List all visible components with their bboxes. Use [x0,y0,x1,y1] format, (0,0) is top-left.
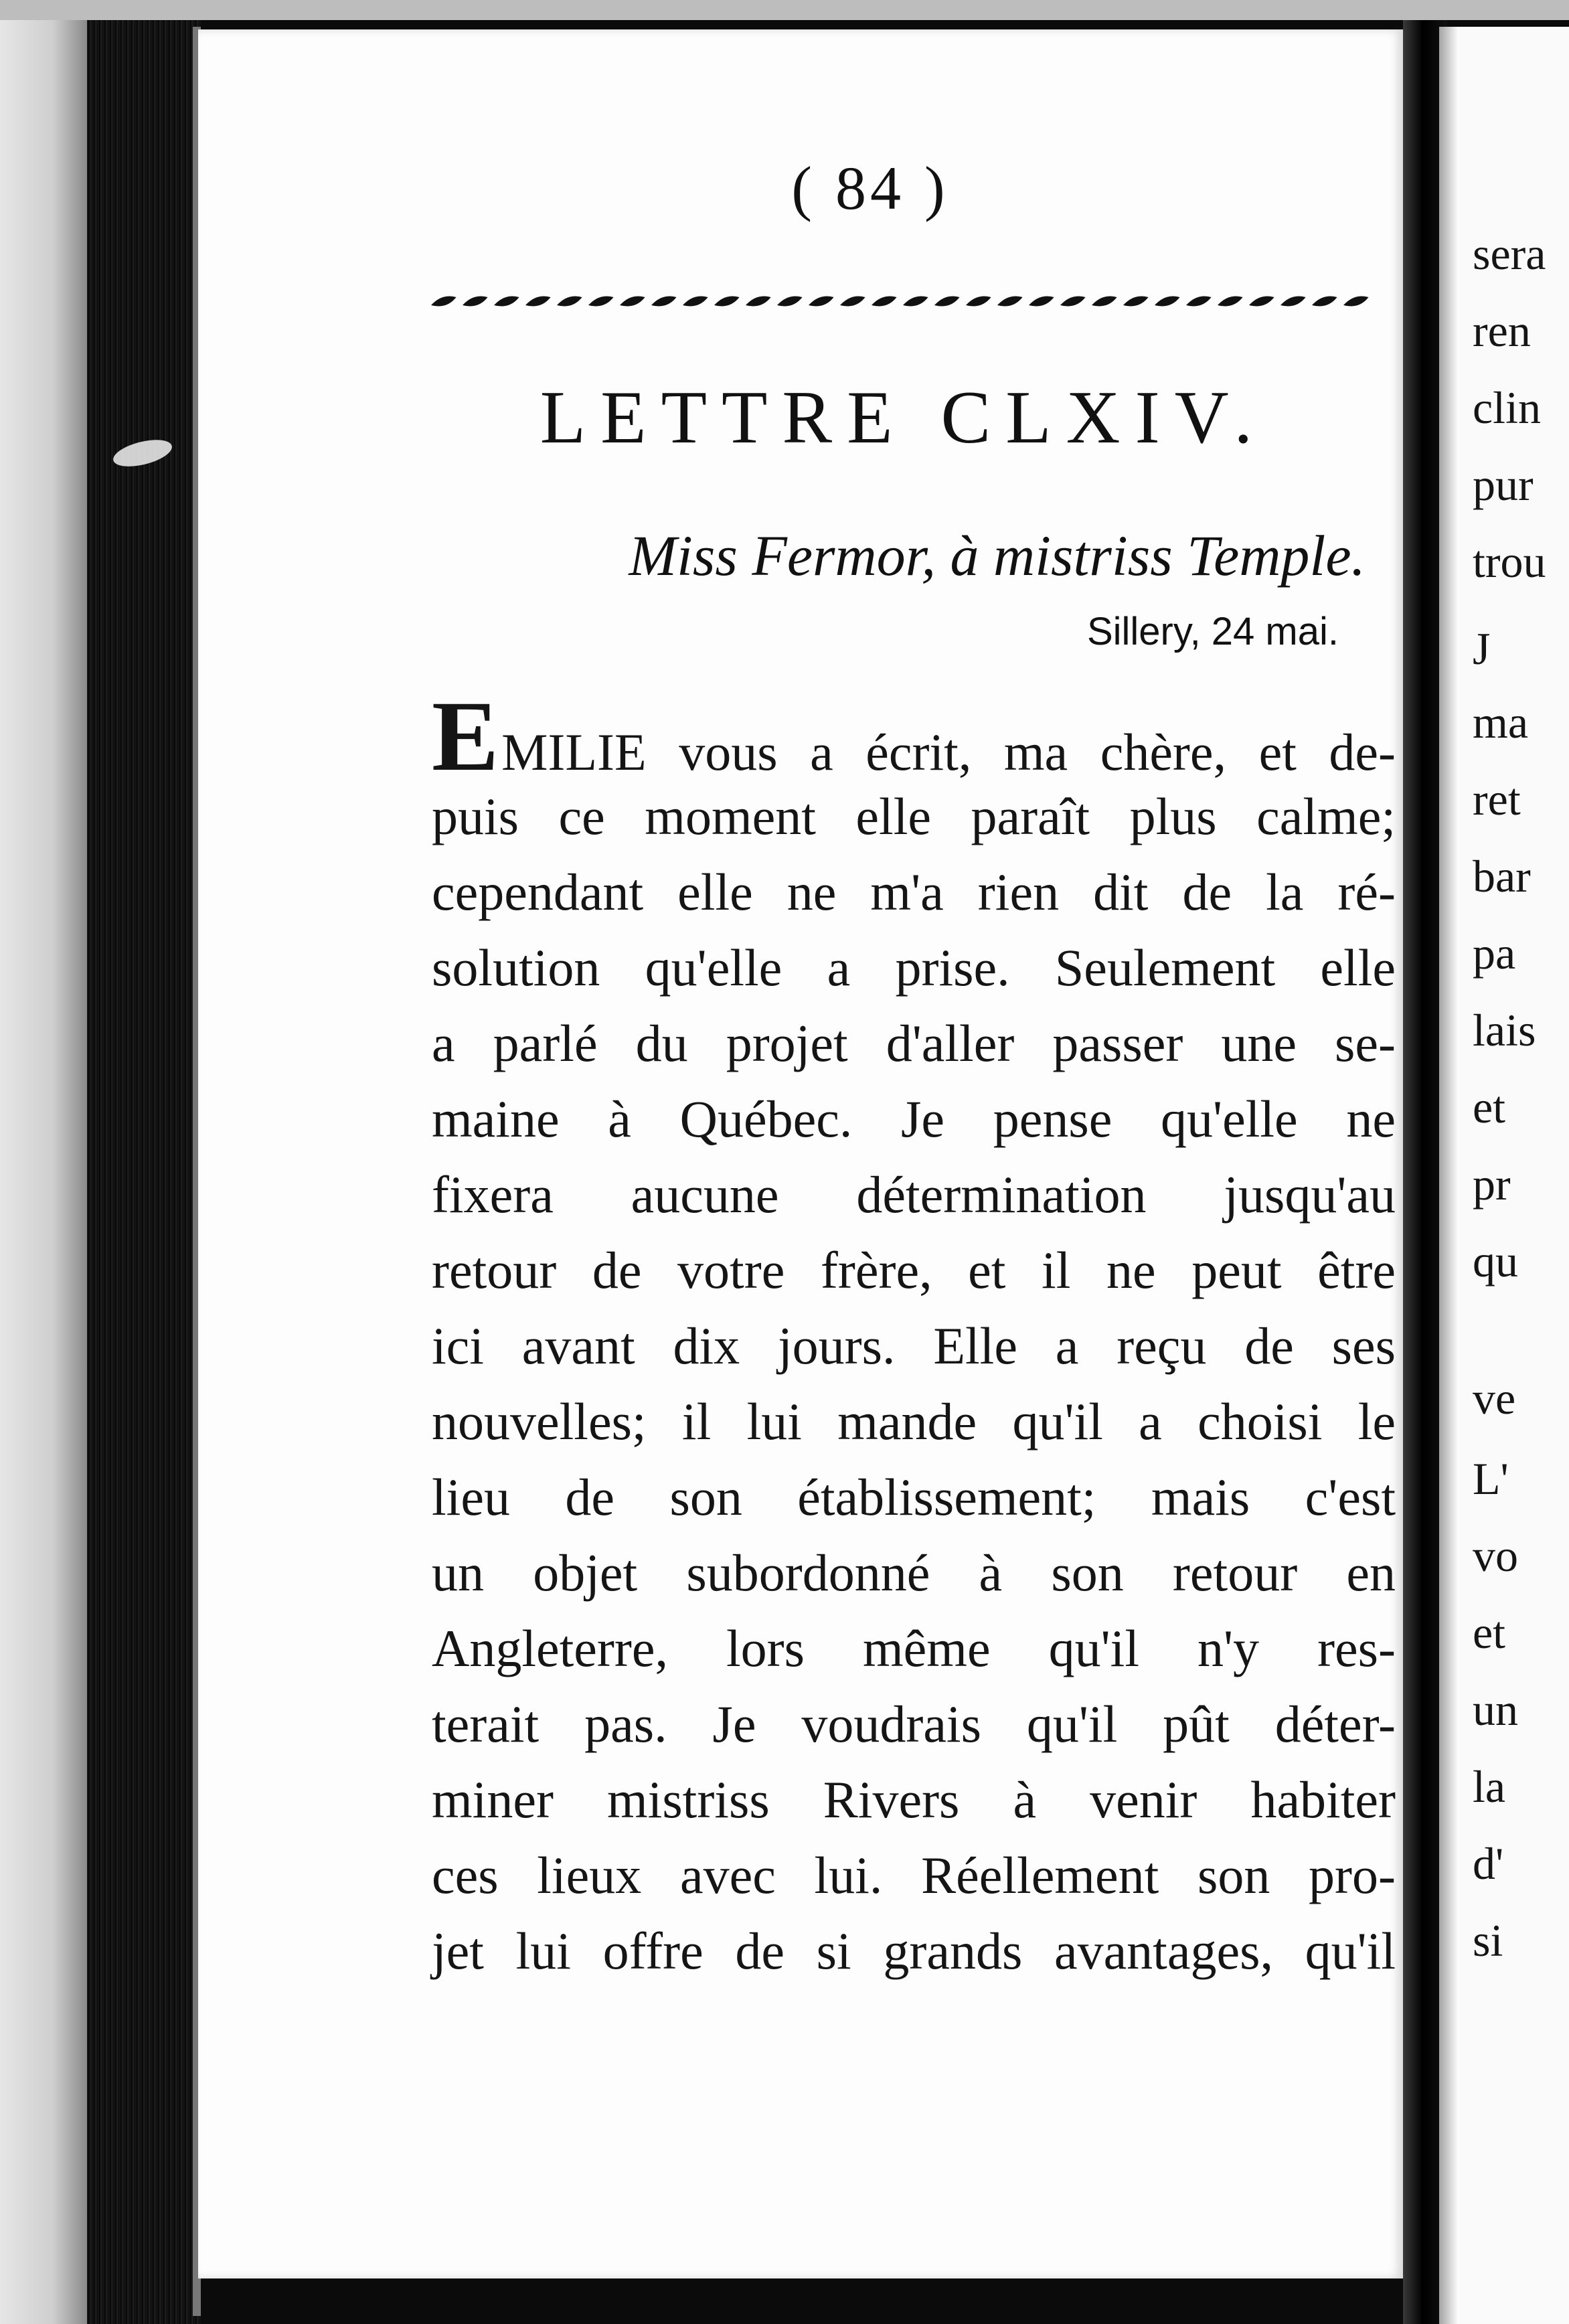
ornament-mark [1186,297,1212,307]
ornament-mark [1218,297,1243,307]
ornament-mark [1312,297,1337,307]
facing-page-fragment: vo [1473,1530,1518,1581]
ornament-mark [1281,297,1306,307]
body-line-5: a parlé du projet d'aller passer une se- [432,1014,1396,1072]
letter-body [432,681,1396,1989]
letter-dateline: Sillery, 24 mai. [1086,610,1339,653]
body-line-10: nouvelles; il lui mande qu'il a choisi le [432,1392,1396,1450]
facing-page-fragment: pr [1473,1159,1511,1210]
letter-title: LETTRE CLXIV. [540,376,1268,459]
ornament-mark [651,297,677,307]
ornament-mark [463,297,488,307]
body-line-12: un objet subordonné à son retour en [432,1544,1396,1602]
facing-page-fragment: ren [1473,305,1531,356]
drop-cap-word-rest: MILIE [501,723,647,781]
ornament-mark [557,297,582,307]
facing-page-fragment: si [1473,1915,1503,1966]
body-line-13: Angleterre, lors même qu'il n'y res- [432,1619,1396,1677]
facing-page-fragment: la [1473,1761,1506,1812]
ornament-mark [872,297,897,307]
ornament-mark [777,297,803,307]
ornament-mark [1092,297,1117,307]
ornament-mark [1155,297,1180,307]
body-line-4: solution qu'elle a prise. Seulement elle [432,938,1396,997]
facing-page-fragment: trou [1473,536,1546,587]
ornament-mark [714,297,740,307]
facing-page-fragment: d' [1473,1838,1504,1889]
facing-page-fragment: bar [1473,851,1531,902]
body-line-9: ici avant dix jours. Elle a reçu de ses [432,1317,1396,1375]
ornament-mark [494,297,519,307]
body-line-1 [432,681,1396,792]
facing-page-fragment: qu [1473,1236,1518,1286]
page-number: ( 84 ) [791,154,949,222]
ornament-mark [934,297,960,307]
letter-salutation: Miss Fermor, à mistriss Temple. [629,523,1366,588]
facing-page-fragment: et [1473,1082,1506,1133]
ornament-mark [431,297,457,307]
ornament-mark [525,297,551,307]
body-line-7: fixera aucune détermination jusqu'au [432,1165,1396,1224]
drop-cap: E [432,681,499,792]
ornament-mark [966,297,991,307]
body-line-15: miner mistriss Rivers à venir habiter [432,1770,1396,1829]
facing-page-fragment: et [1473,1607,1506,1658]
body-line-8: retour de votre frère, et il ne peut être [432,1241,1396,1299]
body-line-2: puis ce moment elle paraît plus calme; [432,787,1396,845]
ornament-mark [588,297,614,307]
ornament-mark [620,297,645,307]
facing-page-fragment: ma [1473,697,1529,748]
ornament-mark [683,297,708,307]
facing-page-fragment: ret [1473,774,1521,825]
ornament-mark [1123,297,1149,307]
ornament-mark [809,297,834,307]
ornament-mark [1029,297,1054,307]
ornament-mark [903,297,928,307]
facing-page-fragment: clin [1473,382,1541,433]
ornament-mark [997,297,1023,307]
body-line-14: terait pas. Je voudrais qu'il pût déter- [432,1695,1396,1753]
facing-page-fragment: J [1473,623,1491,674]
body-line-11: lieu de son établissement; mais c'est [432,1468,1396,1526]
facing-page-fragment: lais [1473,1005,1536,1056]
ornament-mark [1060,297,1086,307]
facing-page-fragment: pur [1473,459,1534,510]
page-block-edge [87,20,201,2324]
body-line-17: jet lui offre de si grands avantages, qu'il [432,1922,1396,1980]
ornamental-rule [428,288,1372,317]
facing-page-fragment: sera [1473,228,1546,279]
facing-page-fragment: un [1473,1684,1518,1735]
scanner-top-border [0,0,1569,20]
ornament-mark [746,297,771,307]
facing-page-fragment: L' [1473,1453,1509,1504]
body-line-3: cependant elle ne m'a rien dit de la ré- [432,863,1396,921]
facing-page-fragment: ve [1473,1373,1516,1424]
ornament-mark [840,297,865,307]
body-line-text: vous a écrit, ma chère, et de- [646,723,1396,781]
ornament-mark [1343,297,1369,307]
body-line-16: ces lieux avec lui. Réellement son pro- [432,1846,1396,1904]
facing-page-fragment: pa [1473,928,1516,979]
body-line-6: maine à Québec. Je pense qu'elle ne [432,1090,1396,1148]
scanner-left-border [0,20,87,2324]
ornament-mark [1249,297,1274,307]
